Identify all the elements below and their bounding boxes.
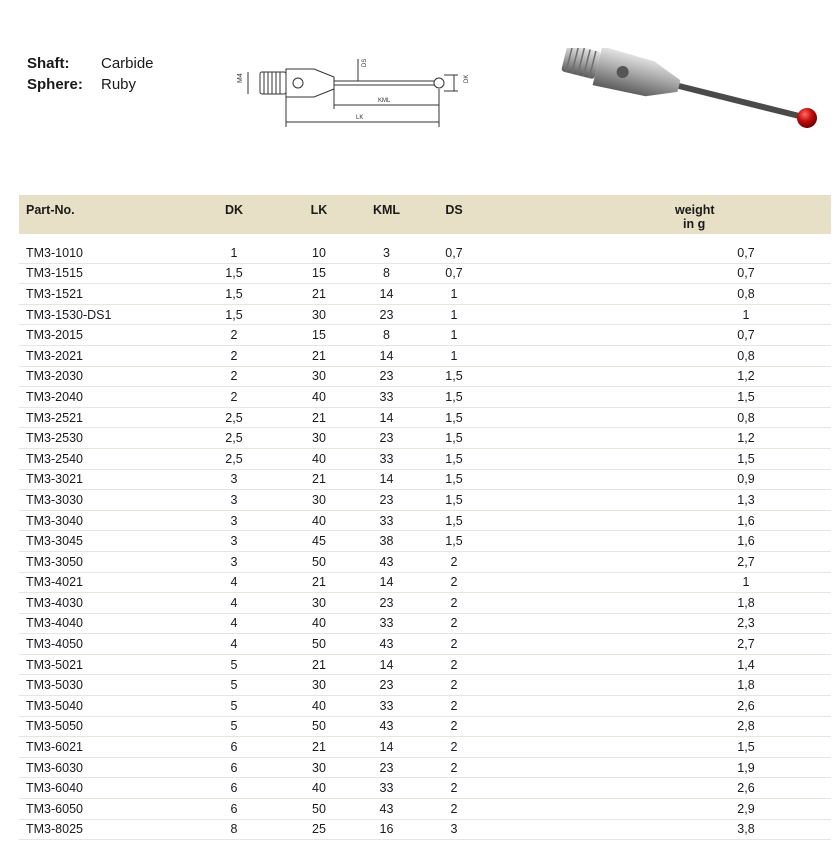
cell-spacer	[489, 819, 661, 840]
cell-weight: 2,7	[661, 551, 831, 572]
cell-part-no: TM3-5021	[19, 654, 184, 675]
cell-part-no: TM3-1515	[19, 263, 184, 284]
table-row	[19, 593, 831, 614]
cell-part-no: TM3-3050	[19, 551, 184, 572]
table-row	[19, 634, 831, 655]
table-row	[19, 799, 831, 820]
cell-lk: 30	[284, 428, 354, 449]
cell-dk: 2,5	[184, 448, 284, 469]
cell-part-no: TM3-6030	[19, 757, 184, 778]
table-row	[19, 263, 831, 284]
cell-weight: 1,3	[661, 490, 831, 511]
table-row	[19, 366, 831, 387]
cell-weight: 0,7	[661, 325, 831, 346]
cell-dk: 5	[184, 654, 284, 675]
cell-kml: 14	[354, 469, 419, 490]
cell-kml: 23	[354, 428, 419, 449]
table-row	[19, 613, 831, 634]
cell-weight: 0,8	[661, 407, 831, 428]
cell-kml: 23	[354, 675, 419, 696]
table-row	[19, 304, 831, 325]
cell-dk: 5	[184, 675, 284, 696]
cell-part-no: TM3-4030	[19, 593, 184, 614]
cell-ds: 2	[419, 572, 489, 593]
cell-dk: 4	[184, 593, 284, 614]
cell-spacer	[489, 407, 661, 428]
cell-spacer	[489, 428, 661, 449]
sphere-value: Ruby	[101, 76, 137, 93]
cell-dk: 6	[184, 737, 284, 758]
cell-kml: 14	[354, 345, 419, 366]
cell-weight: 1	[661, 304, 831, 325]
cell-kml: 16	[354, 819, 419, 840]
cell-spacer	[489, 284, 661, 305]
cell-part-no: TM3-2030	[19, 366, 184, 387]
cell-lk: 30	[284, 675, 354, 696]
cell-part-no: TM3-8025	[19, 819, 184, 840]
table-row	[19, 469, 831, 490]
table-row	[19, 757, 831, 778]
cell-part-no: TM3-1521	[19, 284, 184, 305]
cell-dk: 6	[184, 799, 284, 820]
header-part-no: Part-No.	[26, 203, 75, 217]
cell-kml: 33	[354, 613, 419, 634]
cell-ds: 1	[419, 325, 489, 346]
table-row	[19, 510, 831, 531]
cell-lk: 21	[284, 469, 354, 490]
table-row	[19, 654, 831, 675]
cell-dk: 4	[184, 634, 284, 655]
cell-dk: 8	[184, 819, 284, 840]
cell-part-no: TM3-2021	[19, 345, 184, 366]
cell-weight: 1,6	[661, 531, 831, 552]
cell-dk: 3	[184, 531, 284, 552]
table-row	[19, 675, 831, 696]
cell-lk: 50	[284, 551, 354, 572]
cell-dk: 2	[184, 366, 284, 387]
cell-ds: 1,5	[419, 490, 489, 511]
cell-spacer	[489, 490, 661, 511]
cell-spacer	[489, 757, 661, 778]
cell-dk: 6	[184, 757, 284, 778]
cell-lk: 30	[284, 366, 354, 387]
cell-part-no: TM3-4021	[19, 572, 184, 593]
cell-part-no: TM3-4050	[19, 634, 184, 655]
cell-lk: 40	[284, 387, 354, 408]
cell-lk: 40	[284, 778, 354, 799]
cell-weight: 1,8	[661, 675, 831, 696]
cell-kml: 14	[354, 654, 419, 675]
cell-ds: 1,5	[419, 366, 489, 387]
table-row	[19, 819, 831, 840]
cell-lk: 40	[284, 510, 354, 531]
cell-spacer	[489, 716, 661, 737]
cell-spacer	[489, 634, 661, 655]
drawing-label-thread: M4	[237, 73, 244, 83]
cell-ds: 2	[419, 593, 489, 614]
header-weight	[661, 195, 831, 234]
header-spacer	[489, 195, 661, 234]
cell-spacer	[489, 737, 661, 758]
cell-lk: 50	[284, 716, 354, 737]
table-row	[19, 387, 831, 408]
cell-kml: 23	[354, 593, 419, 614]
cell-dk: 3	[184, 551, 284, 572]
cell-weight: 1,5	[661, 387, 831, 408]
cell-ds: 0,7	[419, 263, 489, 284]
cell-weight: 0,8	[661, 345, 831, 366]
drawing-label-lk: LK	[356, 115, 364, 121]
table-row	[19, 325, 831, 346]
stylus-specification-table	[19, 195, 831, 840]
cell-ds: 2	[419, 654, 489, 675]
table-row	[19, 243, 831, 263]
cell-kml: 33	[354, 696, 419, 717]
cell-ds: 1	[419, 345, 489, 366]
cell-dk: 2,5	[184, 428, 284, 449]
cell-kml: 33	[354, 510, 419, 531]
shaft-label: Shaft:	[27, 55, 70, 72]
cell-spacer	[489, 531, 661, 552]
cell-ds: 1	[419, 304, 489, 325]
cell-weight: 1,8	[661, 593, 831, 614]
cell-spacer	[489, 675, 661, 696]
cell-ds: 1,5	[419, 428, 489, 449]
cell-ds: 2	[419, 675, 489, 696]
cell-spacer	[489, 778, 661, 799]
cell-part-no: TM3-3045	[19, 531, 184, 552]
cell-lk: 21	[284, 654, 354, 675]
cell-spacer	[489, 243, 661, 263]
cell-ds: 2	[419, 613, 489, 634]
cell-dk: 4	[184, 572, 284, 593]
cell-lk: 30	[284, 593, 354, 614]
table-row	[19, 572, 831, 593]
cell-dk: 2	[184, 387, 284, 408]
cell-kml: 33	[354, 778, 419, 799]
cell-kml: 43	[354, 799, 419, 820]
cell-dk: 1,5	[184, 284, 284, 305]
cell-weight: 2,9	[661, 799, 831, 820]
table-row	[19, 737, 831, 758]
table-row	[19, 778, 831, 799]
cell-kml: 33	[354, 387, 419, 408]
cell-weight: 1,2	[661, 366, 831, 387]
cell-dk: 1,5	[184, 304, 284, 325]
cell-lk: 21	[284, 572, 354, 593]
cell-weight: 1,6	[661, 510, 831, 531]
cell-lk: 40	[284, 448, 354, 469]
cell-lk: 21	[284, 284, 354, 305]
header-kml: KML	[372, 203, 401, 217]
cell-part-no: TM3-4040	[19, 613, 184, 634]
cell-kml: 14	[354, 407, 419, 428]
cell-part-no: TM3-5040	[19, 696, 184, 717]
cell-kml: 8	[354, 325, 419, 346]
cell-part-no: TM3-2521	[19, 407, 184, 428]
stylus-technical-drawing	[228, 55, 478, 130]
stylus-product-photo	[535, 48, 835, 158]
cell-lk: 40	[284, 696, 354, 717]
cell-weight: 3,8	[661, 819, 831, 840]
cell-part-no: TM3-2540	[19, 448, 184, 469]
cell-weight: 2,6	[661, 696, 831, 717]
cell-part-no: TM3-6021	[19, 737, 184, 758]
cell-lk: 30	[284, 490, 354, 511]
cell-lk: 30	[284, 304, 354, 325]
cell-lk: 50	[284, 634, 354, 655]
cell-dk: 6	[184, 778, 284, 799]
cell-ds: 2	[419, 799, 489, 820]
table-row	[19, 345, 831, 366]
cell-spacer	[489, 572, 661, 593]
cell-dk: 2	[184, 345, 284, 366]
cell-kml: 43	[354, 551, 419, 572]
cell-spacer	[489, 799, 661, 820]
cell-part-no: TM3-3030	[19, 490, 184, 511]
cell-weight: 1,5	[661, 737, 831, 758]
cell-lk: 25	[284, 819, 354, 840]
cell-weight: 2,8	[661, 716, 831, 737]
cell-spacer	[489, 551, 661, 572]
header-ds: DS	[445, 203, 463, 217]
table-row	[19, 428, 831, 449]
cell-kml: 23	[354, 757, 419, 778]
cell-kml: 23	[354, 304, 419, 325]
cell-spacer	[489, 593, 661, 614]
cell-part-no: TM3-2040	[19, 387, 184, 408]
table-row	[19, 716, 831, 737]
cell-dk: 1	[184, 243, 284, 263]
cell-spacer	[489, 325, 661, 346]
cell-weight: 0,8	[661, 284, 831, 305]
cell-part-no: TM3-6040	[19, 778, 184, 799]
cell-ds: 1,5	[419, 469, 489, 490]
cell-weight: 0,7	[661, 243, 831, 263]
sphere-label: Sphere:	[27, 76, 83, 93]
cell-spacer	[489, 469, 661, 490]
cell-lk: 45	[284, 531, 354, 552]
cell-dk: 2,5	[184, 407, 284, 428]
cell-kml: 14	[354, 737, 419, 758]
cell-kml: 14	[354, 572, 419, 593]
cell-part-no: TM3-1010	[19, 243, 184, 263]
cell-part-no: TM3-2530	[19, 428, 184, 449]
cell-part-no: TM3-1530-DS1	[19, 304, 184, 325]
cell-dk: 5	[184, 716, 284, 737]
cell-dk: 5	[184, 696, 284, 717]
spec-row-shaft	[27, 53, 154, 74]
header-weight-line1: weight	[675, 203, 715, 217]
cell-spacer	[489, 345, 661, 366]
cell-lk: 10	[284, 243, 354, 263]
drawing-label-ds: DS	[362, 58, 368, 67]
cell-ds: 2	[419, 778, 489, 799]
header-weight-line2: in g	[683, 217, 706, 231]
cell-weight: 2,3	[661, 613, 831, 634]
table-row	[19, 696, 831, 717]
cell-weight: 1	[661, 572, 831, 593]
cell-weight: 1,2	[661, 428, 831, 449]
cell-kml: 33	[354, 448, 419, 469]
cell-kml: 43	[354, 716, 419, 737]
cell-part-no: TM3-5050	[19, 716, 184, 737]
cell-weight: 0,7	[661, 263, 831, 284]
cell-spacer	[489, 654, 661, 675]
cell-kml: 38	[354, 531, 419, 552]
cell-kml: 8	[354, 263, 419, 284]
cell-spacer	[489, 304, 661, 325]
cell-spacer	[489, 448, 661, 469]
shaft-value: Carbide	[101, 55, 154, 72]
cell-weight: 1,5	[661, 448, 831, 469]
cell-lk: 21	[284, 345, 354, 366]
cell-ds: 2	[419, 634, 489, 655]
cell-kml: 43	[354, 634, 419, 655]
cell-spacer	[489, 696, 661, 717]
cell-weight: 1,4	[661, 654, 831, 675]
header-lk: LK	[310, 203, 328, 217]
cell-lk: 30	[284, 757, 354, 778]
cell-spacer	[489, 510, 661, 531]
cell-weight: 2,6	[661, 778, 831, 799]
cell-kml: 23	[354, 366, 419, 387]
cell-spacer	[489, 263, 661, 284]
cell-ds: 0,7	[419, 243, 489, 263]
cell-lk: 40	[284, 613, 354, 634]
table-header-row	[19, 195, 831, 234]
cell-ds: 2	[419, 757, 489, 778]
cell-lk: 21	[284, 407, 354, 428]
cell-spacer	[489, 387, 661, 408]
cell-ds: 1,5	[419, 510, 489, 531]
cell-dk: 2	[184, 325, 284, 346]
cell-spacer	[489, 366, 661, 387]
cell-ds: 2	[419, 551, 489, 572]
cell-ds: 1	[419, 284, 489, 305]
cell-dk: 3	[184, 469, 284, 490]
cell-ds: 2	[419, 716, 489, 737]
cell-dk: 4	[184, 613, 284, 634]
cell-part-no: TM3-3021	[19, 469, 184, 490]
cell-part-no: TM3-5030	[19, 675, 184, 696]
cell-kml: 3	[354, 243, 419, 263]
cell-ds: 3	[419, 819, 489, 840]
header-dk: DK	[224, 203, 244, 217]
cell-ds: 1,5	[419, 387, 489, 408]
cell-ds: 1,5	[419, 448, 489, 469]
cell-kml: 23	[354, 490, 419, 511]
cell-ds: 1,5	[419, 407, 489, 428]
cell-dk: 3	[184, 510, 284, 531]
table-row	[19, 284, 831, 305]
cell-ds: 1,5	[419, 531, 489, 552]
cell-dk: 3	[184, 490, 284, 511]
cell-kml: 14	[354, 284, 419, 305]
cell-ds: 2	[419, 737, 489, 758]
table-row	[19, 531, 831, 552]
table-row	[19, 551, 831, 572]
cell-spacer	[489, 613, 661, 634]
cell-part-no: TM3-2015	[19, 325, 184, 346]
cell-lk: 50	[284, 799, 354, 820]
cell-dk: 1,5	[184, 263, 284, 284]
cell-lk: 15	[284, 325, 354, 346]
material-spec	[27, 53, 154, 95]
cell-weight: 1,9	[661, 757, 831, 778]
cell-lk: 21	[284, 737, 354, 758]
cell-weight: 2,7	[661, 634, 831, 655]
cell-weight: 0,9	[661, 469, 831, 490]
table-row	[19, 490, 831, 511]
drawing-label-dk: DK	[464, 74, 470, 83]
cell-part-no: TM3-6050	[19, 799, 184, 820]
cell-part-no: TM3-3040	[19, 510, 184, 531]
cell-ds: 2	[419, 696, 489, 717]
drawing-label-kml: KML	[378, 98, 391, 104]
cell-lk: 15	[284, 263, 354, 284]
table-row	[19, 448, 831, 469]
spec-row-sphere	[27, 74, 154, 95]
table-row	[19, 407, 831, 428]
